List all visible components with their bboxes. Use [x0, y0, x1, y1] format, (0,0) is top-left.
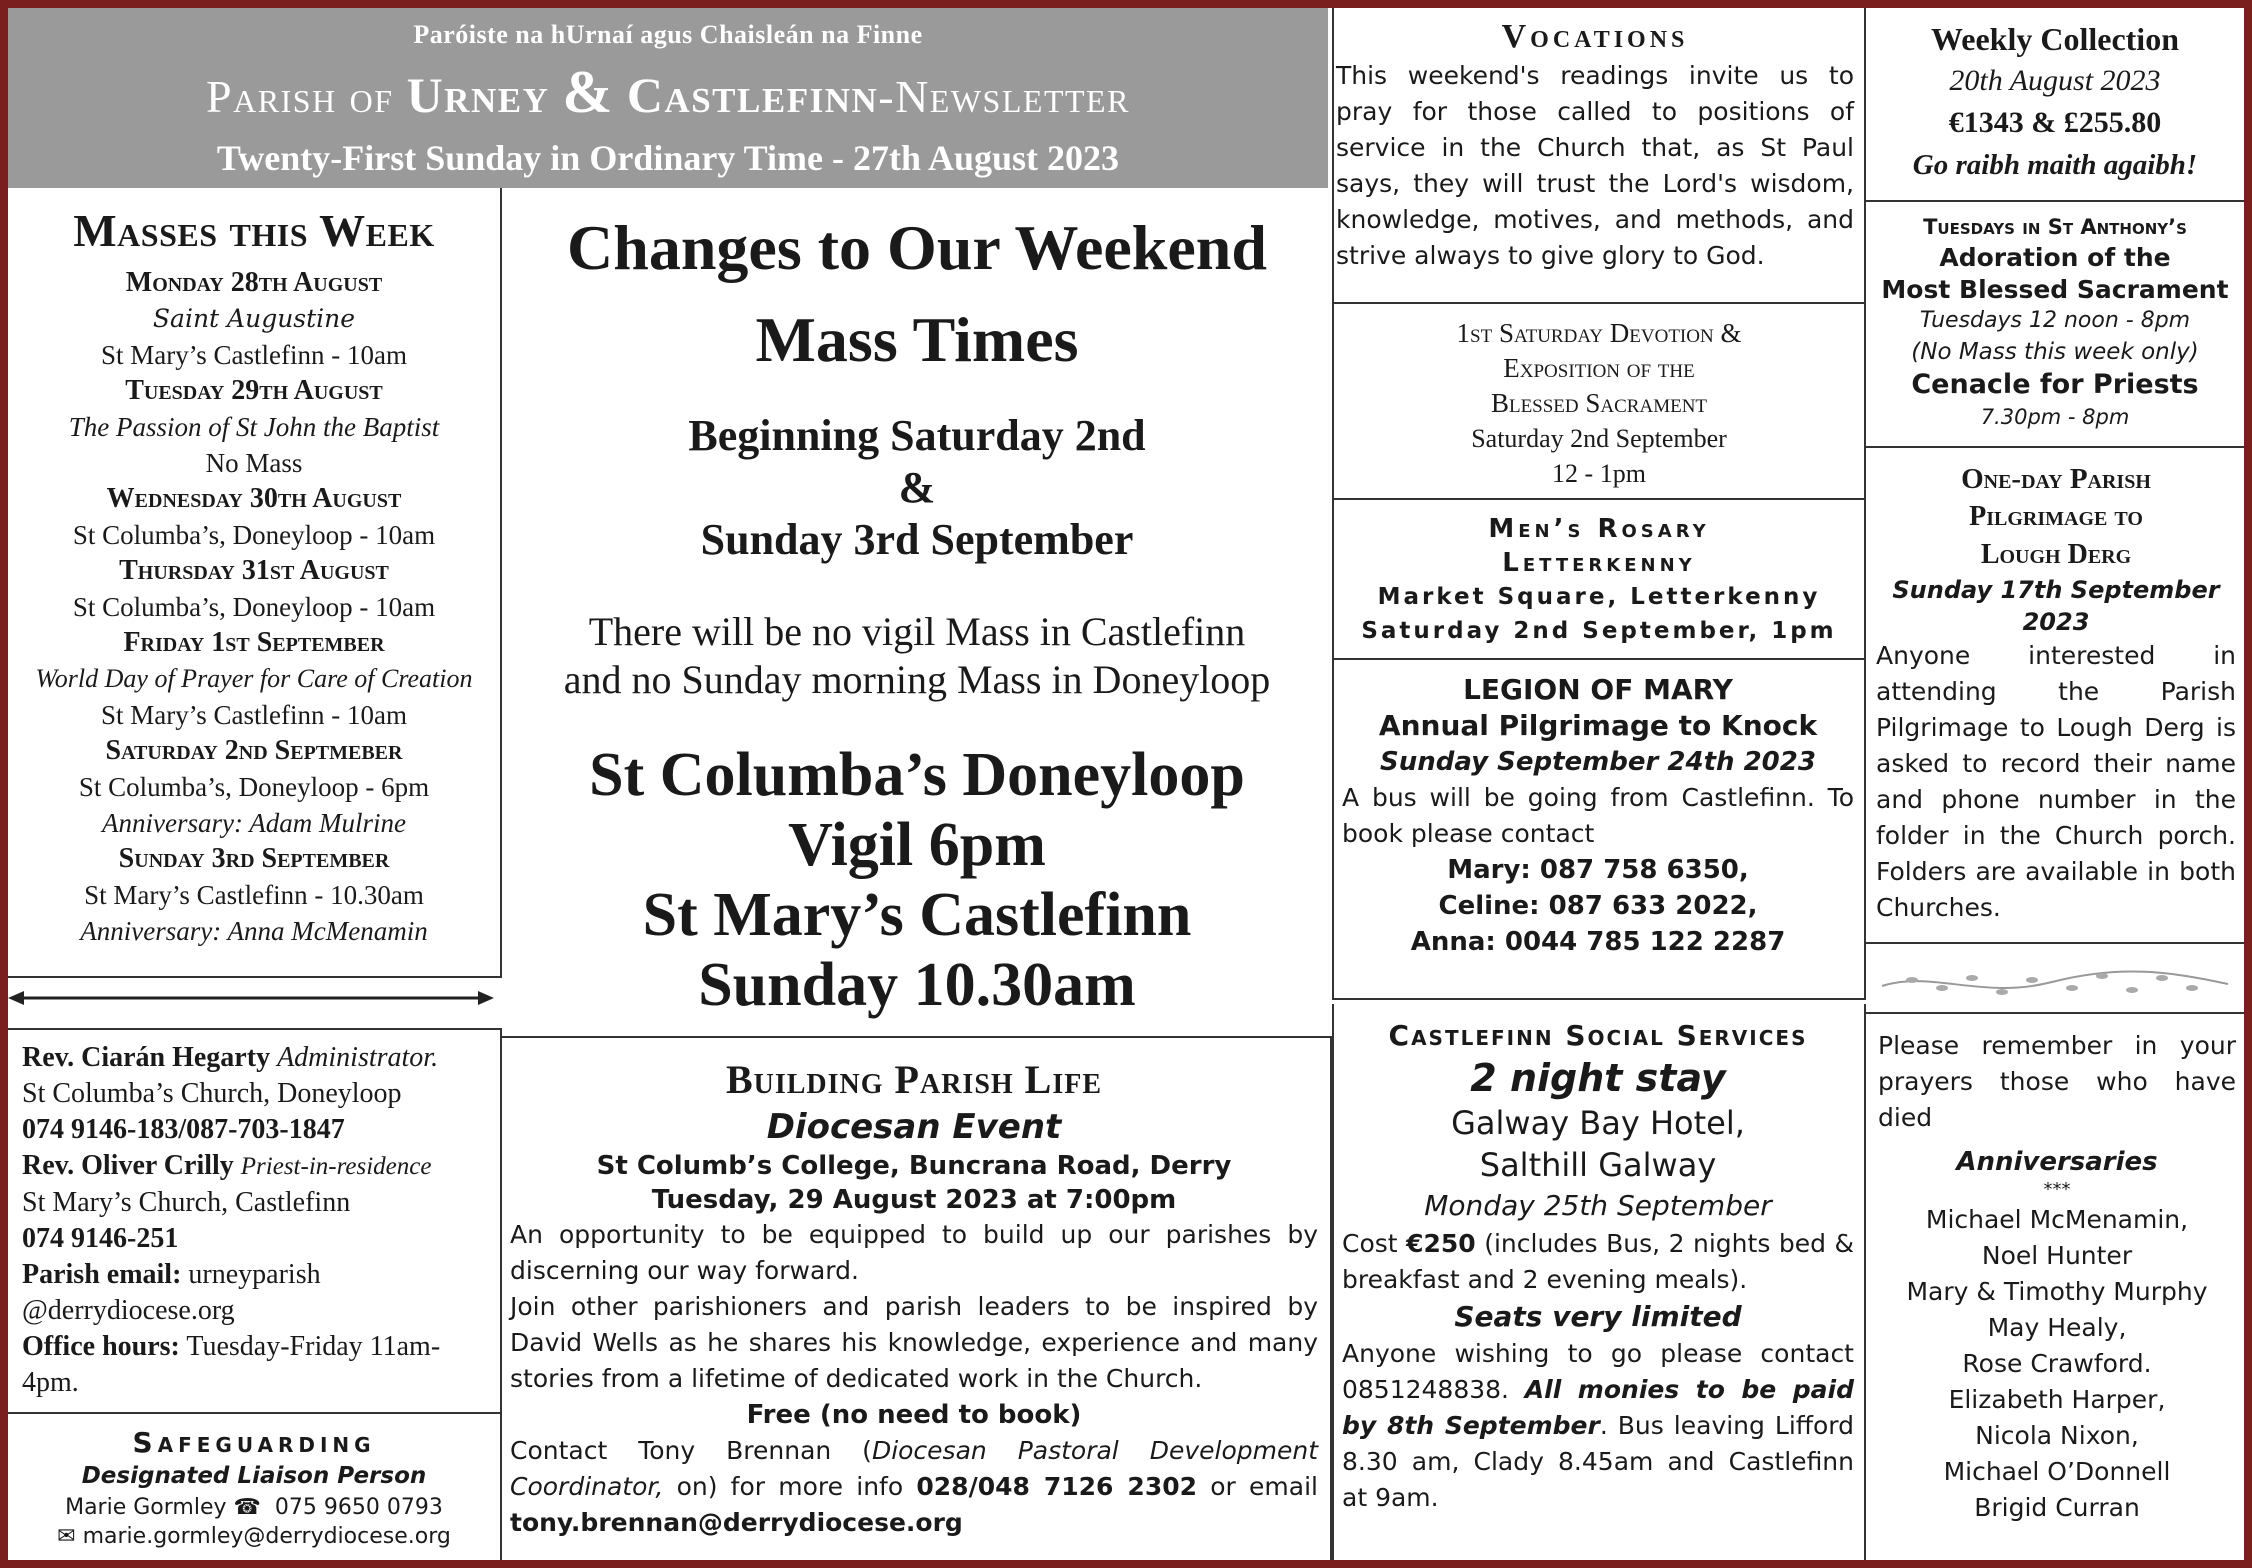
- admin-role: Administrator.: [277, 1042, 439, 1073]
- adoration-line2: Adoration of the: [1939, 243, 2171, 272]
- title-part-castlefinn: Castlefinn: [626, 67, 879, 123]
- mass-feast: Saint Augustine: [152, 304, 356, 333]
- beginning-line1: Beginning Saturday 2nd: [688, 411, 1146, 460]
- vocations-section: [1332, 8, 1866, 304]
- mass-day: Sunday 3rd September: [118, 843, 390, 874]
- rosary-line1: Men’s Rosary: [1488, 514, 1710, 544]
- admin-name: Rev. Ciarán Hegarty: [22, 1042, 271, 1073]
- mass-day: Saturday 2nd Septmeber: [105, 735, 403, 766]
- rosary-line3: Market Square, Letterkenny: [1377, 584, 1821, 610]
- mail-icon: ✉: [57, 1524, 76, 1549]
- anniversary-name: Michael O’Donnell: [1943, 1457, 2171, 1486]
- legion-of-mary-section: [1332, 660, 1866, 1000]
- first-saturday-section: [1332, 304, 1866, 500]
- vocations-title: Vocations: [1501, 18, 1689, 55]
- adoration-hours: Tuesdays 12 noon - 8pm: [1919, 308, 2191, 333]
- newsletter-subtitle: Twenty-First Sunday in Ordinary Time - 27th August 2023: [216, 138, 1120, 178]
- building-subtitle: Diocesan Event: [766, 1107, 1062, 1147]
- irish-parish-name: Paróiste na hUrnaí agus Chaisleán na Finne: [413, 20, 923, 49]
- newsletter-header: [8, 8, 1328, 188]
- newsletter-title: [8, 58, 1328, 127]
- social-stay: 2 night stay: [1470, 1056, 1726, 1100]
- changes-title-line2: Mass Times: [755, 304, 1079, 375]
- title-part-parish: Parish of: [206, 71, 407, 122]
- collection-date: 20th August 2023: [1949, 64, 2161, 97]
- collection-thanks: Go raibh maith agaibh!: [1912, 149, 2198, 181]
- anniversary-name: Michael McMenamin,: [1925, 1205, 2189, 1234]
- mass-feast: World Day of Prayer for Care of Creation: [35, 664, 473, 693]
- cenacle-time: 7.30pm - 8pm: [1980, 405, 2130, 429]
- phone-icon: ☎: [233, 1495, 261, 1520]
- anniversary-names: [1878, 1202, 2236, 1526]
- building-date: Tuesday, 29 August 2023 at 7:00pm: [651, 1185, 1177, 1215]
- pilgrimage-text: Anyone interested in attending the Parish Pilgrimage to Lough Derg is asked to record their name and phone number in the folder in the Church porch. Folders are available in both Churches.: [1876, 641, 2236, 922]
- lough-derg-pilgrimage-section: [1866, 448, 2244, 944]
- liaison-name: Marie Gormley: [65, 1495, 227, 1520]
- legion-text: A bus will be going from Castlefinn. To book please contact: [1342, 783, 1854, 848]
- social-info-text: Anyone wishing to go please contact 0851248838.: [1342, 1339, 1854, 1404]
- collection-title: Weekly Collection: [1931, 21, 2179, 57]
- anniversary-name: May Healy,: [1987, 1313, 2127, 1342]
- email-label: Parish email:: [22, 1259, 182, 1290]
- rosary-line4: Saturday 2nd September, 1pm: [1361, 618, 1837, 644]
- social-seats: Seats very limited: [1454, 1300, 1742, 1333]
- legion-contact: Mary: 087 758 6350,: [1447, 855, 1749, 885]
- anniversary-name: Nicola Nixon,: [1975, 1421, 2139, 1450]
- safeguarding-title: Safeguarding: [132, 1426, 376, 1459]
- office-hours-value: Tuesday-Friday 11am-: [186, 1331, 441, 1362]
- admin-church: St Columba’s Church, Doneyloop: [22, 1078, 402, 1109]
- liaison-phone: 075 9650 0793: [274, 1495, 443, 1520]
- building-venue: St Columb’s College, Buncrana Road, Derry: [596, 1151, 1232, 1181]
- mens-rosary-section: [1332, 500, 1866, 660]
- mass-location: St Mary’s Castlefinn - 10.30am: [84, 880, 424, 910]
- notice-line2: and no Sunday morning Mass in Doneyloop: [563, 657, 1271, 702]
- title-ampersand: &: [562, 59, 614, 125]
- schedule-vigil: Vigil 6pm: [788, 811, 1046, 879]
- building-para2: Join other parishioners and parish leaders to be inspired by David Wells as he shares his knowledge, experience and many stories from a lifetime of dedicated work in the Church.: [510, 1292, 1318, 1393]
- liaison-phone-line: [8, 1495, 500, 1520]
- schedule-castlefinn: St Mary’s Castlefinn: [642, 881, 1192, 949]
- cost-value: €250: [1406, 1229, 1476, 1258]
- building-contact: [510, 1433, 1318, 1541]
- schedule-sunday: Sunday 10.30am: [698, 951, 1136, 1019]
- pilgrimage-line2: Pilgrimage to: [1969, 501, 2143, 532]
- building-para1: An opportunity to be equipped to build up our parishes by discerning our way forward.: [510, 1220, 1318, 1285]
- mass-anniversary: Anniversary: Adam Mulrine: [102, 808, 406, 838]
- legion-subtitle: Annual Pilgrimage to Knock: [1378, 709, 1818, 742]
- office-hours-line: [22, 1329, 500, 1365]
- weekly-collection-section: [1866, 8, 2244, 202]
- parish-email-line: [22, 1257, 500, 1293]
- parish-email-part: urneyparish: [188, 1259, 321, 1290]
- clergy-contacts: [8, 1028, 502, 1414]
- anniversary-name: Mary & Timothy Murphy: [1906, 1277, 2208, 1306]
- mass-day: Monday 28th August: [125, 267, 383, 298]
- contact-role: Diocesan Pastoral Development Coordinator,: [510, 1436, 1318, 1501]
- mass-anniversary: Anniversary: Anna McMenamin: [80, 916, 428, 946]
- title-part-urney: Urney: [406, 67, 550, 123]
- mass-day: Thursday 31st August: [119, 555, 389, 586]
- legion-contact: Anna: 0044 785 122 2287: [1410, 927, 1786, 957]
- anniversary-name: Noel Hunter: [1981, 1241, 2133, 1270]
- building-parish-life: [502, 1036, 1332, 1560]
- mass-location: No Mass: [205, 448, 303, 478]
- contact-text: Contact Tony Brennan (: [510, 1436, 872, 1465]
- liaison-title: Designated Liaison Person: [81, 1463, 427, 1489]
- priest-church: St Mary’s Church, Castlefinn: [22, 1187, 351, 1218]
- priest-role: Priest-in-residence: [240, 1153, 432, 1180]
- divider: [8, 976, 502, 978]
- social-bus-times: . Bus leaving Lifford 8.30 am, Clady 8.45am and Castlefinn at 9am.: [1342, 1411, 1854, 1512]
- collection-amount: €1343 & £255.80: [1948, 106, 2162, 139]
- anniversaries-stars: ***: [2043, 1179, 2071, 1200]
- cost-details: (includes Bus, 2 nights bed & breakfast and 2 evening meals).: [1342, 1229, 1854, 1294]
- priest-name: Rev. Oliver Crilly: [22, 1150, 234, 1181]
- pilgrimage-line1: One-day Parish: [1961, 463, 2151, 495]
- mass-location: St Columba’s, Doneyloop - 6pm: [78, 772, 430, 802]
- cost-label: Cost: [1342, 1229, 1407, 1258]
- mass-day: Friday 1st September: [123, 627, 385, 658]
- adoration-line3: Most Blessed Sacrament: [1881, 275, 2229, 304]
- social-info: [1342, 1336, 1854, 1516]
- beginning-line2: Sunday 3rd September: [700, 515, 1134, 564]
- adoration-line1: Tuesdays in St Anthony’s: [1923, 215, 2187, 239]
- saturday-line3: Blessed Sacrament: [1490, 388, 1708, 418]
- priest-phone: 074 9146-251: [22, 1223, 179, 1254]
- social-payment-deadline: All monies to be paid by 8th September: [1342, 1375, 1855, 1440]
- vine-ornament-icon: [1872, 950, 2238, 1014]
- legion-date: Sunday September 24th 2023: [1380, 747, 1816, 777]
- adoration-section: [1866, 202, 2244, 448]
- masses-title: Masses this Week: [73, 205, 435, 256]
- anniversary-name: Brigid Curran: [1974, 1493, 2140, 1522]
- safeguarding-section: [8, 1414, 502, 1560]
- social-date: Monday 25th September: [1424, 1189, 1772, 1222]
- saturday-date: Saturday 2nd September: [1471, 424, 1727, 453]
- contact-email: tony.brennan@derrydiocese.org: [510, 1508, 963, 1537]
- saturday-line2: Exposition of the: [1503, 353, 1695, 383]
- mass-location: St Mary’s Castlefinn - 10am: [101, 340, 407, 370]
- contact-text-2: on) for more info: [663, 1472, 917, 1501]
- office-hours-end: 4pm.: [22, 1367, 79, 1398]
- building-title: Building Parish Life: [725, 1057, 1103, 1102]
- mass-day: Wednesday 30th August: [106, 483, 402, 514]
- mass-feast: The Passion of St John the Baptist: [68, 412, 440, 442]
- mass-location: St Columba’s, Doneyloop - 10am: [72, 592, 436, 622]
- contact-phone: 028/048 7126 2302: [916, 1472, 1198, 1501]
- mass-times-changes: [502, 188, 1332, 1038]
- cenacle-title: Cenacle for Priests: [1911, 369, 2199, 400]
- social-services-section: [1332, 1004, 1866, 1560]
- pilgrimage-line3: Lough Derg: [1980, 539, 2132, 570]
- saturday-line1: 1st Saturday Devotion &: [1456, 318, 1742, 348]
- mass-location: St Columba’s, Doneyloop - 10am: [72, 520, 436, 550]
- liaison-email: marie.gormley@derrydiocese.org: [82, 1524, 451, 1549]
- parish-email-domain: @derrydiocese.org: [22, 1295, 235, 1326]
- schedule-doneyloop: St Columba’s Doneyloop: [589, 741, 1245, 809]
- office-hours-label: Office hours:: [22, 1331, 180, 1362]
- admin-phone: 074 9146-183/087-703-1847: [22, 1114, 345, 1145]
- title-part-newsletter: -Newsletter: [878, 71, 1130, 122]
- changes-title-line1: Changes to Our Weekend: [567, 212, 1267, 283]
- prayers-intro: Please remember in your prayers those who have died: [1878, 1031, 2236, 1132]
- notice-line1: There will be no vigil Mass in Castlefinn: [588, 609, 1246, 654]
- rosary-line2: Letterkenny: [1502, 548, 1696, 578]
- masses-list: [8, 265, 500, 949]
- masses-section: [8, 188, 502, 978]
- beginning-ampersand: &: [898, 463, 936, 512]
- pilgrimage-date: Sunday 17th September: [1892, 576, 2220, 604]
- anniversary-name: Rose Crawford.: [1962, 1349, 2152, 1378]
- anniversary-name: Elizabeth Harper,: [1948, 1385, 2166, 1414]
- mass-day: Tuesday 29th August: [125, 375, 383, 406]
- contact-text-3: or email: [1197, 1472, 1318, 1501]
- legion-title: LEGION OF MARY: [1463, 673, 1733, 706]
- pilgrimage-year: 2023: [2022, 608, 2090, 636]
- adoration-note: (No Mass this week only): [1911, 339, 2199, 365]
- building-free: Free (no need to book): [746, 1400, 1082, 1430]
- legion-contact: Celine: 087 633 2022,: [1438, 891, 1758, 921]
- vocations-text: This weekend's readings invite us to pray for those called to positions of service in the Church that, as St Paul says, they will trust the Lord's wisdom, knowledge, motives, and methods, and strive always to give glory to God.: [1336, 61, 1854, 270]
- mass-location: St Mary’s Castlefinn - 10am: [101, 700, 407, 730]
- social-cost: [1342, 1226, 1854, 1298]
- admin-line: [22, 1040, 500, 1076]
- anniversaries-section: [1866, 1014, 2244, 1560]
- double-arrow-divider-icon: [6, 990, 496, 1006]
- social-hotel-line1: Galway Bay Hotel,: [1451, 1104, 1745, 1142]
- priest-line: [22, 1148, 500, 1185]
- liaison-email-line: [8, 1524, 500, 1549]
- social-title: Castlefinn Social Services: [1388, 1019, 1808, 1052]
- saturday-time: 12 - 1pm: [1552, 459, 1646, 488]
- anniversaries-title: Anniversaries: [1956, 1147, 2158, 1177]
- social-hotel-line2: Salthill Galway: [1479, 1146, 1717, 1184]
